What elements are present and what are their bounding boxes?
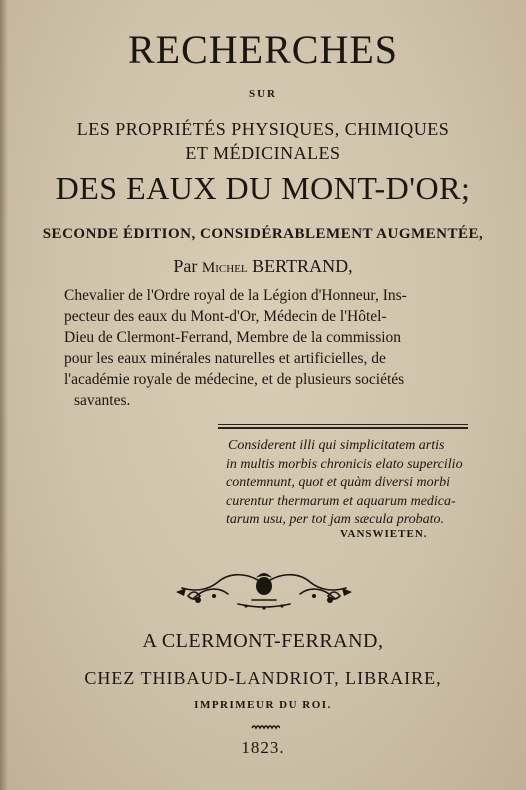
author-prefix: Par [173, 256, 198, 276]
edition-statement: SECONDE ÉDITION, CONSIDÉRABLEMENT AUGMENTÉE, [42, 226, 484, 242]
author-line [0, 256, 526, 277]
credentials-line: pecteur des eaux du Mont-d'Or, Médecin de l'Hôtel- [64, 308, 387, 325]
epigraph-line: contemnunt, quot et quàm diversi morbi [226, 475, 450, 490]
double-rule-divider [218, 424, 468, 429]
epigraph [226, 437, 468, 530]
small-ornament-icon [250, 722, 280, 732]
publication-year: 1823. [241, 738, 285, 757]
publisher: CHEZ THIBAUD-LANDRIOT, LIBRAIRE, [84, 668, 442, 688]
subject-title: DES EAUX DU MONT-D'OR; [55, 170, 471, 206]
credentials-line: savantes. [74, 392, 131, 409]
epigraph-line: in multis morbis chronicis elato supercilio [226, 456, 463, 472]
author-last-name: BERTRAND, [252, 256, 353, 276]
epigraph-line: tarum usu, per tot jam sæcula probato. [226, 512, 445, 527]
credentials-line: pour les eaux minérales naturelles et artificielles, de [64, 350, 386, 367]
main-title: RECHERCHES [127, 27, 399, 72]
publication-city: A CLERMONT-FERRAND, [142, 630, 384, 652]
subtitle-line-2: ET MÉDICINALES [185, 143, 341, 163]
title-connector: SUR [248, 88, 277, 100]
epigraph-author: VANSWIETEN. [340, 528, 428, 540]
epigraph-line: curentur thermarum et aquarum medica- [226, 493, 456, 509]
credentials-line: Chevalier de l'Ordre royal de la Légion d'Honneur, Ins- [64, 287, 407, 304]
printer-title: IMPRIMEUR DU ROI. [194, 699, 332, 711]
author-first-name: Michel [201, 260, 248, 276]
decorative-vignette-icon [168, 566, 360, 612]
credentials-line: l'académie royale de médecine, et de plusieurs sociétés [64, 371, 405, 388]
subtitle-line-1: LES PROPRIÉTÉS PHYSIQUES, CHIMIQUES [76, 119, 450, 139]
epigraph-line: Considerent illi qui simplicitatem artis [228, 438, 445, 453]
credentials-line: Dieu de Clermont-Ferrand, Membre de la commission [64, 329, 402, 346]
author-credentials [64, 285, 464, 411]
